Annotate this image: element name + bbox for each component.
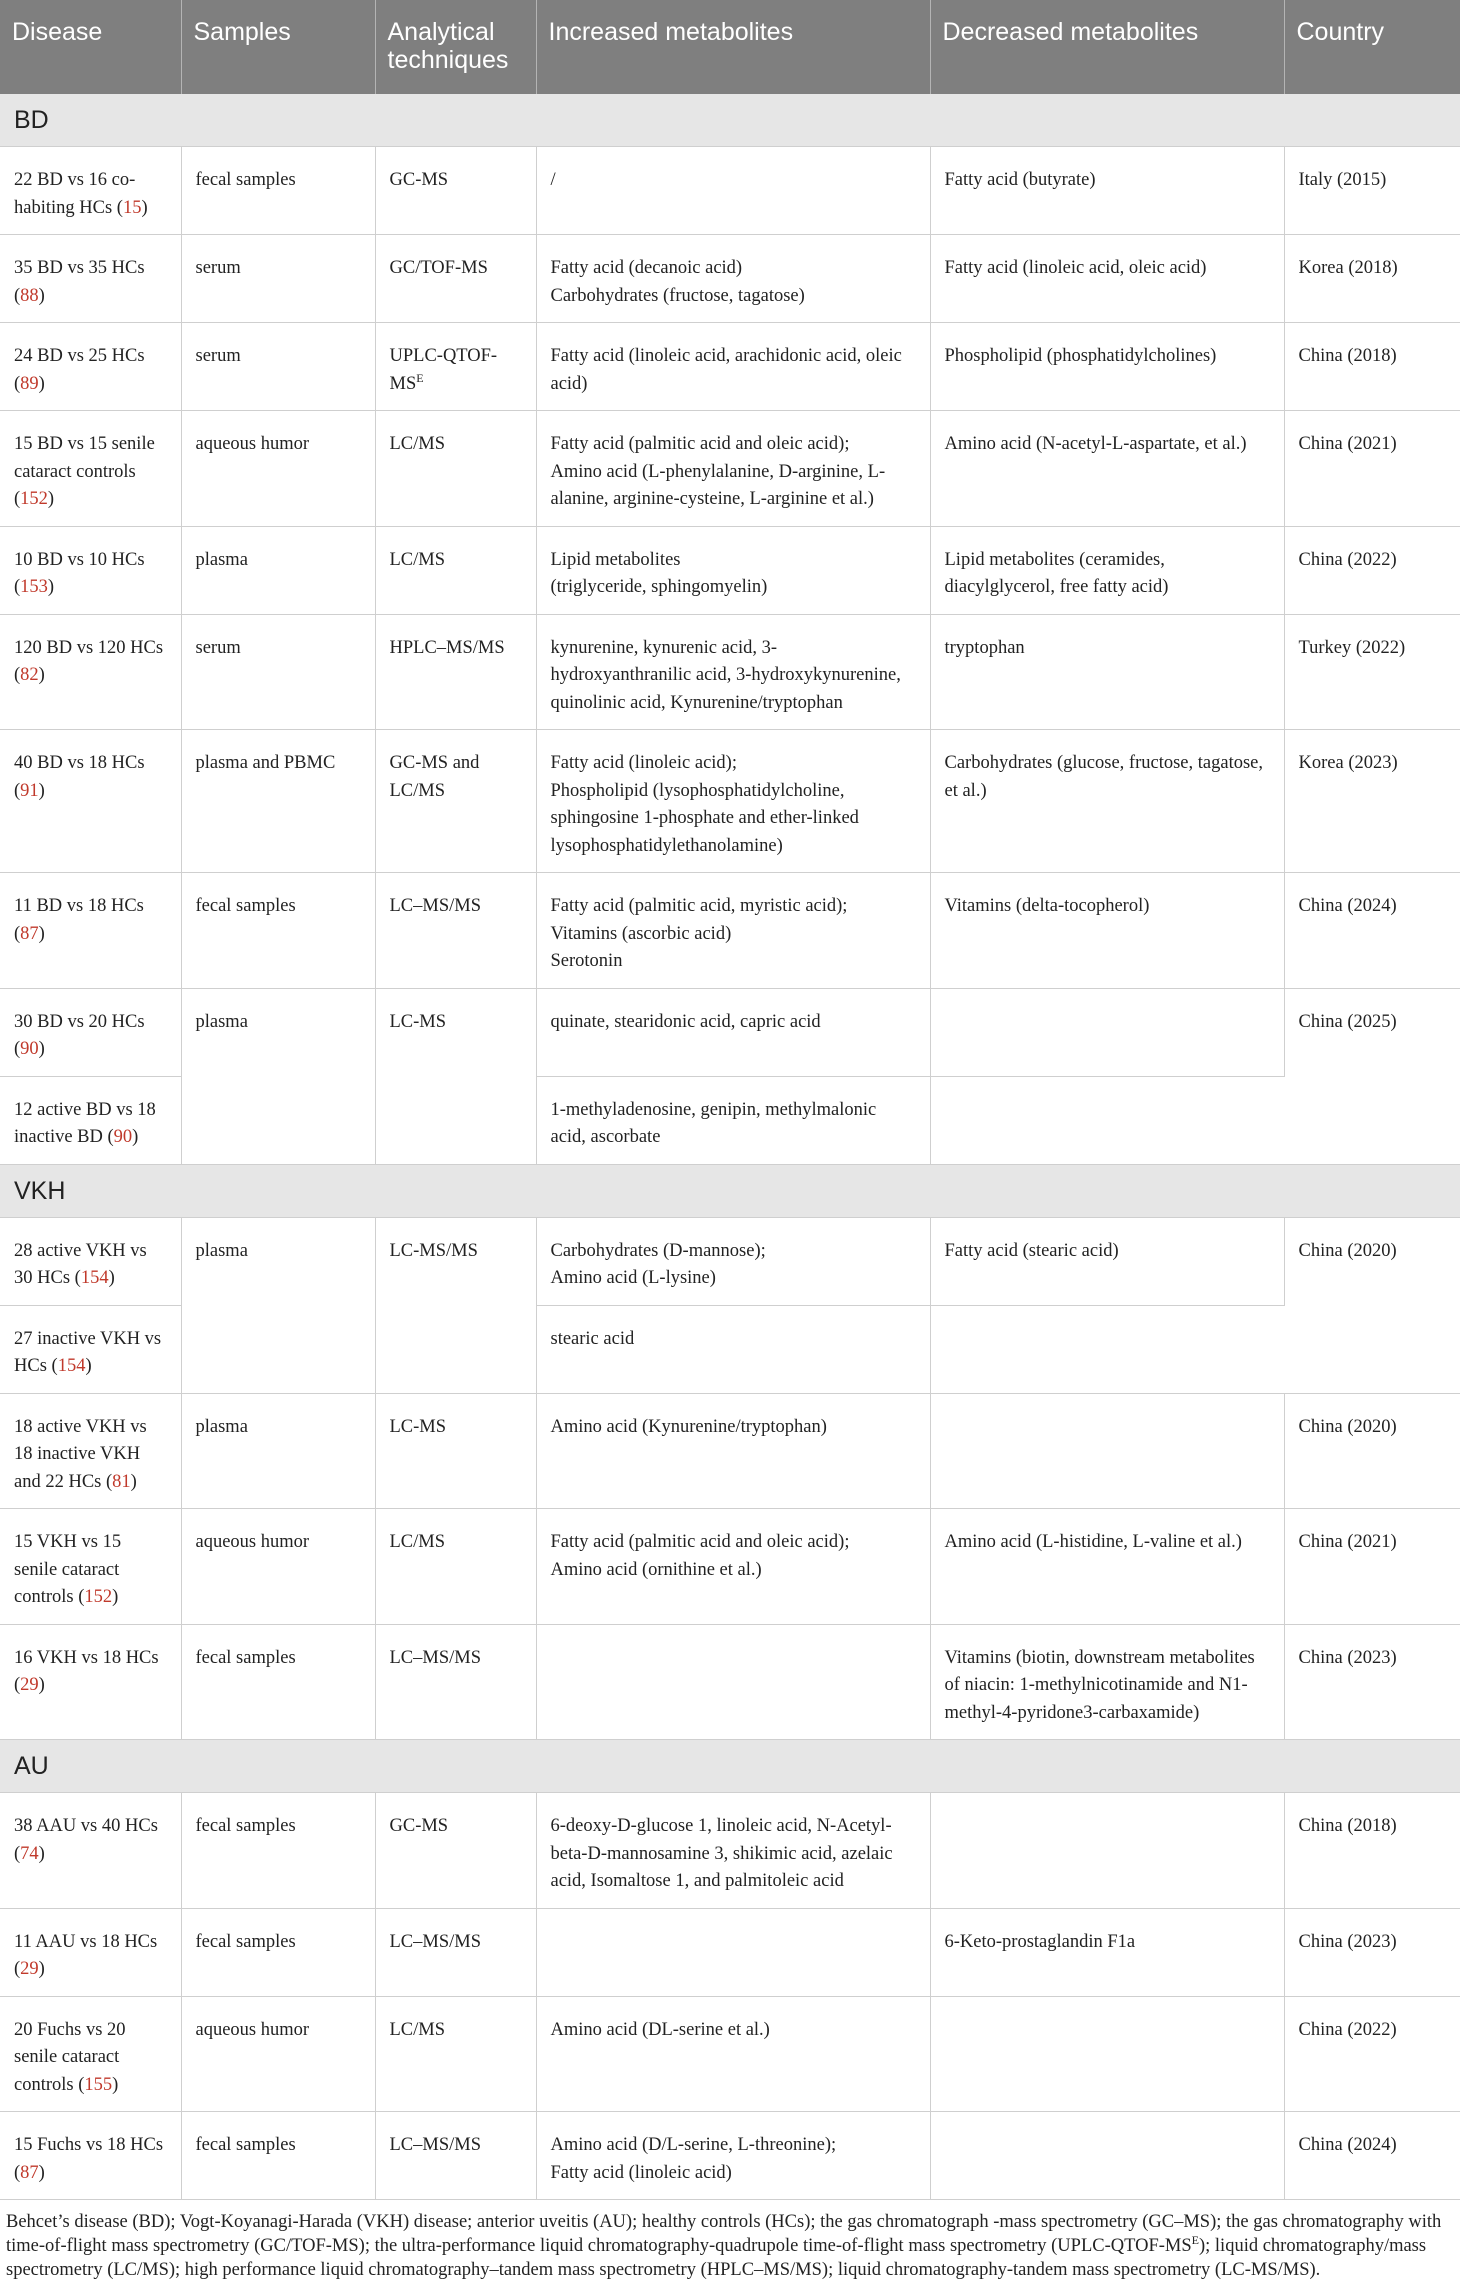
footnote-text: Behcet’s disease (BD); Vogt-Koyanagi-Harada (VKH) disease; anterior uveitis (AU); healthy controls (HCs); the gas chromatograph -mass spectrometry (GC–MS); the gas chromatography with time-of-flight mass spectrometry (GC/TOF-MS); the ultra-performance liquid chromatography-quadrupole time-of-flight mass spectrometry (UPLC-QTOF-MS: [6, 2212, 1442, 2256]
disease-cell: [0, 988, 181, 1076]
technique-cell: [375, 614, 536, 730]
increased-metabolite-line: (triglyceride, sphingomyelin): [550, 577, 768, 597]
disease-comparison: 12 active BD vs 18 inactive BD (: [14, 1099, 156, 1147]
technique-cell: [375, 1793, 536, 1909]
header-decreased-metabolites: Decreased metabolites: [930, 0, 1284, 94]
decreased-metabolite-line: 6-Keto-prostaglandin F1a: [944, 1931, 1136, 1952]
technique-cell: [375, 1624, 536, 1740]
reference-link[interactable]: 155: [84, 2074, 113, 2095]
decreased-metabolite-line: Amino acid (L-histidine, L-valine et al.): [944, 1532, 1242, 1552]
decreased-metabolite-line: Amino acid (N-acetyl-L-aspartate, et al.): [944, 434, 1247, 454]
disease-cell: [0, 526, 181, 614]
technique-text: GC-MS and LC/MS: [389, 753, 480, 801]
table-row: [0, 614, 1460, 730]
increased-metabolite-line: stearic acid: [550, 1328, 635, 1349]
decreased-metabolites-cell: [930, 147, 1284, 235]
reference-link[interactable]: 81: [112, 1471, 131, 1492]
decreased-metabolite-line: tryptophan: [944, 637, 1025, 658]
samples-cell: aqueous humor: [181, 411, 375, 527]
table-row: [0, 147, 1460, 235]
decreased-metabolites-cell: [930, 1217, 1284, 1305]
country-year-cell: China (2021): [1284, 1509, 1460, 1625]
increased-metabolites-cell: [536, 1996, 930, 2112]
increased-metabolites-cell: [536, 988, 930, 1076]
table-row: [0, 1393, 1460, 1509]
technique-cell: [375, 2112, 536, 2200]
increased-metabolites-cell: [536, 873, 930, 989]
country-year-cell: China (2022): [1284, 526, 1460, 614]
disease-comparison: 20 Fuchs vs 20 senile cataract controls (: [14, 2019, 126, 2095]
technique-text: LC–MS/MS: [389, 896, 482, 916]
header-increased-metabolites: Increased metabolites: [536, 0, 930, 94]
disease-cell: [0, 323, 181, 411]
technique-cell: [375, 1908, 536, 1996]
table-row: [0, 235, 1460, 323]
disease-comparison: 15 BD vs 15 senile cataract controls (: [14, 434, 155, 509]
increased-metabolite-line: Fatty acid (linoleic acid, arachidonic acid, oleic acid): [550, 346, 902, 394]
reference-link[interactable]: 88: [20, 285, 39, 306]
closing-parenthesis: ): [47, 489, 55, 509]
technique-cell: [375, 235, 536, 323]
reference-link[interactable]: 82: [20, 665, 39, 685]
table-row: [0, 1908, 1460, 1996]
table-row: [0, 1624, 1460, 1740]
increased-metabolites-cell: [536, 1305, 930, 1393]
section-label: BD: [0, 94, 1460, 147]
reference-link[interactable]: 15: [122, 197, 142, 218]
decreased-metabolites-cell: [930, 1624, 1284, 1740]
increased-metabolites-cell: [536, 1624, 930, 1740]
increased-metabolite-line: quinate, stearidonic acid, capric acid: [550, 1011, 821, 1032]
increased-metabolite-line: /: [550, 170, 556, 190]
disease-cell: [0, 235, 181, 323]
samples-cell: fecal samples: [181, 873, 375, 989]
header-analytical-techniques: Analytical techniques: [375, 0, 536, 94]
increased-metabolites-cell: [536, 235, 930, 323]
disease-cell: [0, 1624, 181, 1740]
closing-parenthesis: ): [112, 1587, 119, 1607]
header-row: [0, 0, 1460, 94]
disease-comparison: 15 Fuchs vs 18 HCs (: [14, 2135, 164, 2183]
samples-cell: serum: [181, 323, 375, 411]
country-year-cell: China (2023): [1284, 1624, 1460, 1740]
disease-comparison: 10 BD vs 10 HCs (: [14, 549, 145, 597]
samples-cell: plasma and PBMC: [181, 730, 375, 873]
increased-metabolites-cell: [536, 1217, 930, 1305]
country-year-cell: China (2021): [1284, 411, 1460, 527]
header-disease: Disease: [0, 0, 181, 94]
samples-cell: fecal samples: [181, 147, 375, 235]
disease-cell: [0, 411, 181, 527]
decreased-metabolite-line: Vitamins (delta-tocopherol): [944, 896, 1150, 916]
increased-metabolite-line: Phospholipid (lysophosphatidylcholine, sphingosine 1-phosphate and ether-linked lysophosphatidylethanolamine): [550, 780, 859, 856]
table-row: [0, 1793, 1460, 1909]
reference-link[interactable]: 29: [20, 1675, 39, 1695]
increased-metabolite-line: Vitamins (ascorbic acid): [550, 923, 732, 944]
header-samples: Samples: [181, 0, 375, 94]
disease-comparison: 27 inactive VKH vs HCs (: [14, 1328, 162, 1376]
technique-text: LC/MS: [389, 1532, 446, 1552]
disease-cell: [0, 147, 181, 235]
samples-cell: fecal samples: [181, 1793, 375, 1909]
section-label: AU: [0, 1740, 1460, 1793]
reference-link[interactable]: 154: [57, 1356, 86, 1376]
reference-link[interactable]: 152: [84, 1587, 113, 1607]
decreased-metabolites-cell: [930, 730, 1284, 873]
decreased-metabolites-cell: [930, 1908, 1284, 1996]
increased-metabolite-line: Amino acid (L-lysine): [550, 1268, 716, 1288]
disease-comparison: 11 BD vs 18 HCs (: [14, 896, 144, 944]
technique-text: HPLC–MS/MS: [389, 637, 505, 658]
reference-link[interactable]: 152: [20, 489, 48, 509]
samples-cell: serum: [181, 614, 375, 730]
increased-metabolites-cell: [536, 526, 930, 614]
decreased-metabolites-cell: [930, 2112, 1284, 2200]
closing-parenthesis: ): [38, 780, 45, 801]
increased-metabolites-cell: [536, 1393, 930, 1509]
country-year-cell: China (2024): [1284, 873, 1460, 989]
technique-text: LC-MS/MS: [389, 1240, 478, 1261]
reference-link[interactable]: 90: [113, 1127, 133, 1147]
decreased-metabolites-cell: [930, 614, 1284, 730]
disease-cell: [0, 1509, 181, 1625]
disease-cell: [0, 614, 181, 730]
table-row: [0, 1996, 1460, 2112]
disease-cell: [0, 1908, 181, 1996]
table-row: [0, 1217, 1460, 1305]
increased-metabolite-line: Amino acid (L-phenylalanine, D-arginine, L-alanine, arginine-cysteine, L-arginine et al.): [550, 461, 886, 509]
closing-parenthesis: ): [108, 1268, 115, 1288]
table-row: [0, 411, 1460, 527]
disease-cell: [0, 1076, 181, 1164]
technique-text: GC-MS: [389, 1816, 449, 1836]
section-row-vkh: [0, 1164, 1460, 1217]
decreased-metabolite-line: Vitamins (biotin, downstream metabolites of niacin: 1-methylnicotinamide and N1-methyl-4-pyridone3-carbaxamide): [944, 1647, 1255, 1723]
table-row: [0, 730, 1460, 873]
decreased-metabolites-cell: [930, 1305, 1284, 1393]
technique-text: LC-MS: [389, 1416, 447, 1437]
increased-metabolite-line: Fatty acid (palmitic acid and oleic acid);: [550, 434, 850, 454]
decreased-metabolite-line: Fatty acid (butyrate): [944, 170, 1096, 190]
reference-link[interactable]: 89: [20, 373, 39, 394]
disease-comparison: 120 BD vs 120 HCs (: [14, 637, 164, 685]
decreased-metabolites-cell: [930, 1793, 1284, 1909]
decreased-metabolites-cell: [930, 411, 1284, 527]
country-year-cell: Korea (2018): [1284, 235, 1460, 323]
closing-parenthesis: ): [38, 1675, 45, 1695]
disease-comparison: 15 VKH vs 15 senile cataract controls (: [14, 1532, 122, 1607]
samples-cell: fecal samples: [181, 2112, 375, 2200]
disease-cell: [0, 1793, 181, 1909]
increased-metabolite-line: Fatty acid (decanoic acid): [550, 258, 743, 278]
decreased-metabolites-cell: [930, 1509, 1284, 1625]
technique-cell: [375, 323, 536, 411]
reference-link[interactable]: 154: [80, 1268, 109, 1288]
technique-text: LC/MS: [389, 549, 446, 570]
reference-link[interactable]: 91: [20, 780, 39, 801]
technique-cell: [375, 873, 536, 989]
reference-link[interactable]: 87: [20, 923, 39, 944]
technique-text: LC/MS: [389, 434, 446, 454]
decreased-metabolites-cell: [930, 1996, 1284, 2112]
country-year-cell: China (2023): [1284, 1908, 1460, 1996]
increased-metabolite-line: Fatty acid (palmitic acid and oleic acid);: [550, 1532, 850, 1552]
section-row-au: [0, 1740, 1460, 1793]
increased-metabolite-line: Fatty acid (linoleic acid);: [550, 753, 737, 773]
country-year-cell: China (2022): [1284, 1996, 1460, 2112]
decreased-metabolites-cell: [930, 873, 1284, 989]
increased-metabolites-cell: [536, 411, 930, 527]
technique-cell: [375, 1509, 536, 1625]
technique-superscript: E: [416, 370, 424, 385]
technique-cell: [375, 1393, 536, 1509]
samples-cell: plasma: [181, 526, 375, 614]
disease-comparison: 16 VKH vs 18 HCs (: [14, 1647, 159, 1695]
increased-metabolites-cell: [536, 147, 930, 235]
disease-cell: [0, 2112, 181, 2200]
technique-text: LC/MS: [389, 2019, 446, 2040]
disease-comparison: 28 active VKH vs 30 HCs (: [14, 1240, 147, 1288]
increased-metabolite-line: Carbohydrates (D-mannose);: [550, 1240, 766, 1261]
decreased-metabolite-line: Lipid metabolites (ceramides, diacylglycerol, free fatty acid): [944, 549, 1169, 597]
closing-parenthesis: ): [85, 1356, 92, 1376]
decreased-metabolites-cell: [930, 1076, 1284, 1164]
country-year-cell: Italy (2015): [1284, 147, 1460, 235]
closing-parenthesis: ): [130, 1471, 137, 1492]
closing-parenthesis: ): [132, 1127, 139, 1147]
technique-cell: [375, 1217, 536, 1393]
table-row: [0, 1509, 1460, 1625]
disease-comparison: 22 BD vs 16 co-habiting HCs (: [14, 170, 136, 218]
technique-text: UPLC-QTOF-MS: [389, 346, 498, 394]
increased-metabolites-cell: [536, 730, 930, 873]
table-row: [0, 526, 1460, 614]
reference-link[interactable]: 153: [20, 577, 48, 597]
disease-comparison: 11 AAU vs 18 HCs (: [14, 1931, 158, 1979]
disease-comparison: 30 BD vs 20 HCs (: [14, 1011, 145, 1059]
closing-parenthesis: ): [112, 2074, 119, 2095]
decreased-metabolites-cell: [930, 1393, 1284, 1509]
increased-metabolite-line: 1-methyladenosine, genipin, methylmalonic acid, ascorbate: [550, 1099, 877, 1147]
closing-parenthesis: ): [38, 373, 45, 394]
country-year-cell: Korea (2023): [1284, 730, 1460, 873]
table-row: [0, 988, 1460, 1076]
decreased-metabolite-line: Fatty acid (stearic acid): [944, 1240, 1119, 1261]
closing-parenthesis: ): [38, 1959, 45, 1979]
closing-parenthesis: ): [47, 577, 55, 597]
disease-comparison: 40 BD vs 18 HCs (: [14, 753, 145, 801]
section-row-bd: [0, 94, 1460, 147]
table-row: [0, 2112, 1460, 2200]
increased-metabolites-cell: [536, 1076, 930, 1164]
disease-cell: [0, 1217, 181, 1305]
disease-cell: [0, 873, 181, 989]
samples-cell: fecal samples: [181, 1908, 375, 1996]
samples-cell: aqueous humor: [181, 1996, 375, 2112]
decreased-metabolites-cell: [930, 988, 1284, 1076]
increased-metabolites-cell: [536, 2112, 930, 2200]
disease-cell: [0, 730, 181, 873]
closing-parenthesis: ): [38, 1039, 45, 1059]
decreased-metabolite-line: Phospholipid (phosphatidylcholines): [944, 346, 1217, 366]
reference-link[interactable]: 29: [20, 1959, 39, 1979]
decreased-metabolites-cell: [930, 235, 1284, 323]
closing-parenthesis: ): [38, 285, 45, 306]
increased-metabolites-cell: [536, 323, 930, 411]
disease-comparison: 38 AAU vs 40 HCs (: [14, 1816, 158, 1864]
closing-parenthesis: ): [38, 923, 45, 944]
country-year-cell: China (2025): [1284, 988, 1460, 1164]
increased-metabolites-cell: [536, 1793, 930, 1909]
technique-text: LC–MS/MS: [389, 1931, 482, 1952]
increased-metabolites-cell: [536, 1509, 930, 1625]
samples-cell: fecal samples: [181, 1624, 375, 1740]
samples-cell: plasma: [181, 1217, 375, 1393]
technique-text: LC-MS: [389, 1011, 447, 1032]
increased-metabolite-line: Serotonin: [550, 951, 623, 971]
table-footnote: [0, 2200, 1460, 2282]
disease-cell: [0, 1305, 181, 1393]
country-year-cell: China (2018): [1284, 323, 1460, 411]
header-country: Country: [1284, 0, 1460, 94]
country-year-cell: China (2018): [1284, 1793, 1460, 1909]
reference-link[interactable]: 74: [20, 1843, 39, 1864]
increased-metabolite-line: Amino acid (ornithine et al.): [550, 1559, 762, 1580]
technique-cell: [375, 147, 536, 235]
footnote-superscript: E: [1191, 2232, 1199, 2247]
table-row: [0, 873, 1460, 989]
increased-metabolites-cell: [536, 614, 930, 730]
closing-parenthesis: ): [38, 665, 45, 685]
closing-parenthesis: ): [141, 197, 148, 218]
samples-cell: plasma: [181, 988, 375, 1164]
samples-cell: serum: [181, 235, 375, 323]
footnote-text-end: ); liquid chromatography/mass spectrometry (LC/MS); high performance liquid chromatography–tandem mass spectrometry (HPLC–MS/MS); liquid chromatography-tandem mass spectrometry (LC-MS/MS).: [6, 2236, 1427, 2280]
technique-text: LC–MS/MS: [389, 1647, 482, 1668]
samples-cell: aqueous humor: [181, 1509, 375, 1625]
increased-metabolite-line: kynurenine, kynurenic acid, 3-hydroxyanthranilic acid, 3-hydroxykynurenine, quinolinic acid, Kynurenine/tryptophan: [550, 637, 901, 713]
disease-comparison: 35 BD vs 35 HCs (: [14, 258, 145, 306]
increased-metabolite-line: Carbohydrates (fructose, tagatose): [550, 285, 805, 306]
country-year-cell: China (2020): [1284, 1217, 1460, 1393]
technique-cell: [375, 411, 536, 527]
increased-metabolite-line: Amino acid (Kynurenine/tryptophan): [550, 1416, 827, 1437]
increased-metabolite-line: Amino acid (DL-serine et al.): [550, 2019, 770, 2040]
increased-metabolite-line: Amino acid (D/L-serine, L-threonine);: [550, 2135, 837, 2155]
decreased-metabolites-cell: [930, 323, 1284, 411]
increased-metabolite-line: Fatty acid (linoleic acid): [550, 2162, 732, 2183]
country-year-cell: China (2024): [1284, 2112, 1460, 2200]
increased-metabolites-cell: [536, 1908, 930, 1996]
technique-cell: [375, 1996, 536, 2112]
closing-parenthesis: ): [38, 1843, 45, 1864]
technique-cell: [375, 730, 536, 873]
technique-cell: [375, 526, 536, 614]
disease-cell: [0, 1393, 181, 1509]
reference-link[interactable]: 87: [20, 2162, 39, 2183]
technique-text: LC–MS/MS: [389, 2135, 482, 2155]
closing-parenthesis: ): [38, 2162, 45, 2183]
reference-link[interactable]: 90: [20, 1039, 39, 1059]
decreased-metabolite-line: Fatty acid (linoleic acid, oleic acid): [944, 258, 1207, 278]
section-label: VKH: [0, 1164, 1460, 1217]
country-year-cell: Turkey (2022): [1284, 614, 1460, 730]
disease-comparison: 18 active VKH vs 18 inactive VKH and 22 HCs (: [14, 1416, 147, 1492]
increased-metabolite-line: 6-deoxy-D-glucose 1, linoleic acid, N-Acetyl-beta-D-mannosamine 3, shikimic acid, azelaic acid, Isomaltose 1, and palmitoleic acid: [550, 1816, 893, 1891]
samples-cell: plasma: [181, 1393, 375, 1509]
country-year-cell: China (2020): [1284, 1393, 1460, 1509]
increased-metabolite-line: Fatty acid (palmitic acid, myristic acid);: [550, 896, 848, 916]
decreased-metabolites-cell: [930, 526, 1284, 614]
increased-metabolite-line: Lipid metabolites: [550, 549, 681, 570]
technique-cell: [375, 988, 536, 1164]
technique-text: GC-MS: [389, 170, 449, 190]
table-row: [0, 323, 1460, 411]
disease-comparison: 24 BD vs 25 HCs (: [14, 346, 145, 394]
disease-cell: [0, 1996, 181, 2112]
decreased-metabolite-line: Carbohydrates (glucose, fructose, tagatose, et al.): [944, 753, 1264, 801]
technique-text: GC/TOF-MS: [389, 258, 488, 278]
